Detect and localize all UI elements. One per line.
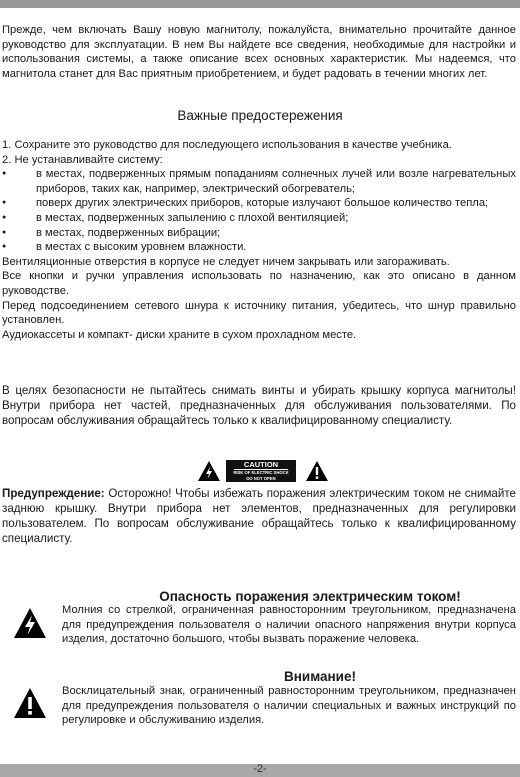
- list-item: ● в местах с высоким уровнем влажности.: [2, 240, 516, 255]
- page-number: -2-: [253, 763, 267, 775]
- warning-paragraph: [2, 486, 516, 546]
- list-item: ● в местах, подверженных вибрации;: [2, 226, 516, 241]
- caution-label-row: [0, 460, 520, 484]
- intro-paragraph: Прежде, чем включать Вашу новую магнитолу, пожалуйста, внимательно прочитайте данное руководство для эксплуатации. В нем Вы найдете все сведения, необходимые для настройки и использования системы, а также описание всех основных характеристик. Мы надеемся, что магнитола станет для Вас приятным приобретением, и будет радовать в течении многих лет.: [2, 24, 516, 80]
- precaution-item-1: 1. Сохраните это руководство для последующего использования в качестве учебника.: [2, 139, 452, 151]
- exclamation-triangle-icon: [12, 686, 48, 720]
- warning-text: Осторожно! Чтобы избежать поражения электрическим током не снимайте заднюю крышку. Внутри прибора нет элементов, предназначенных для регулировки пользователем. По вопросам обслуживание обращайтесь только к квалифицированному специалисту.: [2, 487, 516, 545]
- caution-word: CAUTION: [234, 460, 288, 470]
- storage-note: Аудиокассеты и компакт- диски храните в сухом прохладном месте.: [2, 328, 357, 341]
- ventilation-note: Вентиляционные отверстия в корпусе не следует ничем закрывать или загораживать.: [2, 255, 450, 268]
- precautions-title: Важные предостережения: [177, 108, 343, 123]
- top-band: [0, 0, 520, 8]
- lightning-triangle-icon: [12, 606, 48, 640]
- precaution-item-2: 2. Не устанавливайте систему:: [2, 153, 163, 166]
- safety-paragraph: В целях безопасности не пытайтесь снимать винты и убирать крышку корпуса магнитолы! Внутри прибора нет частей, предназначенных для обслуживания пользователями. По вопросам обслуживания обращайтесь только к квалифицированному специалисту.: [2, 384, 516, 427]
- caution-line-1: RISK OF ELECTRIC SHOCK: [233, 470, 289, 475]
- controls-note: Все кнопки и ручки управления использовать по назначению, как это описано в данном руководстве.: [2, 270, 516, 297]
- caution-line-2: DO NOT OPEN: [246, 476, 276, 481]
- precautions-section: [2, 138, 516, 342]
- caution-label: [226, 460, 296, 482]
- shock-title: Опасность поражения электрическим током!: [159, 589, 461, 604]
- shock-text: Молния со стрелкой, ограниченная равносторонним треугольником, предназначена для предупреждения пользователя о наличии опасного напряжения внутри корпуса изделия, достаточно большого, чтобы вызвать поражение человека.: [62, 604, 516, 646]
- list-item: ● в местах, подверженных запылению с плохой вентиляцией;: [2, 211, 516, 226]
- lightning-warning-icon: [197, 460, 221, 482]
- attention-text: Восклицательный знак, ограниченный равносторонним треугольником, предназначен для предупреждения пользователя о наличии специальных и важных инструкций по регулировке и обслуживанию изделия.: [62, 685, 516, 727]
- power-cord-note: Перед подсоединением сетевого шнура к источнику питания, убедитесь, что шнур правильно установлен.: [2, 299, 516, 327]
- list-item: ● в местах, подверженных прямым попаданиям солнечных лучей или возле нагревательных приборов, таких как, например, электрический обогреватель;: [2, 167, 516, 196]
- warning-lead: Предупреждение:: [2, 487, 105, 500]
- precaution-bullet-list: [2, 167, 516, 255]
- exclamation-warning-icon: [305, 460, 329, 482]
- attention-title: Внимание!: [284, 669, 356, 684]
- list-item: ● поверх других электрических приборов, которые излучают большое количество тепла;: [2, 196, 516, 211]
